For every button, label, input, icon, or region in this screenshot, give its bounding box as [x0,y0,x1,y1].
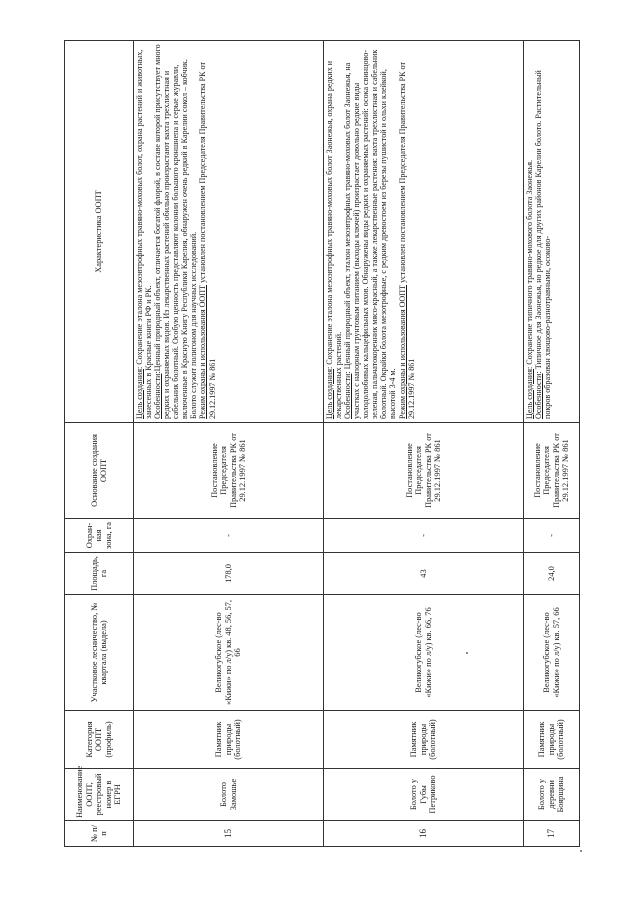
row-buffer: - [134,519,324,553]
features-label: Особенности [343,373,353,419]
header-forestry: Участковое лесничество, № квартала (выдела) [65,595,134,711]
row-basis: Постановление Председателя Правительства РК от 29.12.1997 № 861 [134,423,324,519]
row-area: 178,0 [134,553,324,595]
header-name: Наименование ООПТ, реестровый номер в ЕГРН [65,769,134,821]
header-basis: Основание создания ООПТ [65,423,134,519]
features-text: : Ценный природный объект, эталон мезоэвтрофных травяно-моховых болот Заонежья, на участках с напорным грунтовым питанием (выходы ключей) произрастает довольно редкие виды холодолюбивых кальцефильных мхов. Обнаружены виды редких и охраняемых растений: осока свинцово-зеленая, пальчатокоренник мясо-красный, а также лекарственные растения: вахта трехлистная и сабельник болотный. Окрайки болота мезотрофные, с редким древостоем из березы пушистой и ольхи клейкой, высотой 3-4 м. [343,49,398,419]
row-area: 43 [324,553,524,595]
row-category: Памятник природы (болотный) [324,711,524,769]
table-row [134,41,324,847]
features-label: Особенности [534,373,544,419]
regime-text: установлен постановлением Председателя Правительства РК от 29.12.1997 № 861 [397,61,416,419]
goal-label: Цель создания [135,369,144,419]
row-forestry: Великогубское (лес-во «Кижи» по л/у) кв. 48, 56, 57, 66 [134,595,324,711]
header-buffer: Охран-ная зона, га [65,519,134,553]
table-row [524,41,580,847]
row-number: 16 [324,821,524,847]
row-name: Болото у Губы Петриково [324,769,524,821]
scan-speck [580,850,582,852]
features-label: Особенности [153,373,163,419]
row-category: Памятник природы (болотный) [134,711,324,769]
row-basis: Постановление Председателя Правительства РК от 29.12.1997 № 861 [524,423,580,519]
features-text: : Типичное для Заонежья, но редкое для других районов Карелии болото. Растительный покров образован хвощово-разнотравными, осоково- [534,70,553,419]
row-characteristics [134,41,324,423]
row-forestry: Великогубское (лес-во «Кижи» по л/у) кв. 66, 76 [324,595,524,711]
goal-label: Цель создания [525,369,534,419]
regime-label: Режим охраны и использования ООПТ [397,284,407,419]
rotated-table-page [64,41,580,847]
row-basis: Постановление Председателя Правительства РК от 29.12.1997 № 861 [324,423,524,519]
table-row [324,41,524,847]
features-text: :Ценный природный объект, отличается богатой флорой, в составе которой присутствует много редких и охраняемых видов. Из лекарственных растений обильно произрастают вахта трехлистная и сабельник болотный. Особую ценность представляют колонии большого кроншнепа и серые журавли, включенные в Красную Книгу Республики Карелия, обнаружен очень редкий в Карелии сокол – кобчик. Болото служит полигоном для научных исследований. [153,44,199,419]
row-name: Болото Замошье [134,769,324,821]
goal-text: : Сохранение типичного травяно-мохового болота Заонежья. [525,159,534,370]
row-buffer: - [524,519,580,553]
row-number: 15 [134,821,324,847]
header-area: Площадь, га [65,553,134,595]
row-buffer: - [324,519,524,553]
row-area: 24,0 [524,553,580,595]
row-name: Болото у деревни Боярщина [524,769,580,821]
row-forestry: Великогубское (лес-во «Кижи» по л/у) кв. 57, 66 [524,595,580,711]
regime-label: Режим охраны и использования ООПТ [198,284,208,419]
row-characteristics [524,41,580,423]
header-category: Категория ООПТ (профиль) [65,711,134,769]
goal-text: : Сохранение эталона мезоэвтрофных травяно-моховых болот Заонежья, охрана редких и лекарственных растений. [325,60,344,419]
row-category: Памятник природы (болотный) [524,711,580,769]
row-characteristics [324,41,524,423]
goal-text: : Сохранение эталона мезоэвтрофных травяно-моховых болот, охрана растений и животных, занесенных в Красные книги РФ и РК. [135,49,154,419]
table-header-row [65,41,134,847]
protected-areas-table [64,40,580,847]
header-num: № п/п [65,821,134,847]
row-number: 17 [524,821,580,847]
header-characteristics: Характеристика ООПТ [65,41,134,423]
goal-label: Цель создания [325,369,334,419]
regime-text: установлен постановлением Председателя Правительства РК от 29.12.1997 № 861 [198,61,217,419]
scan-speck [466,652,468,654]
